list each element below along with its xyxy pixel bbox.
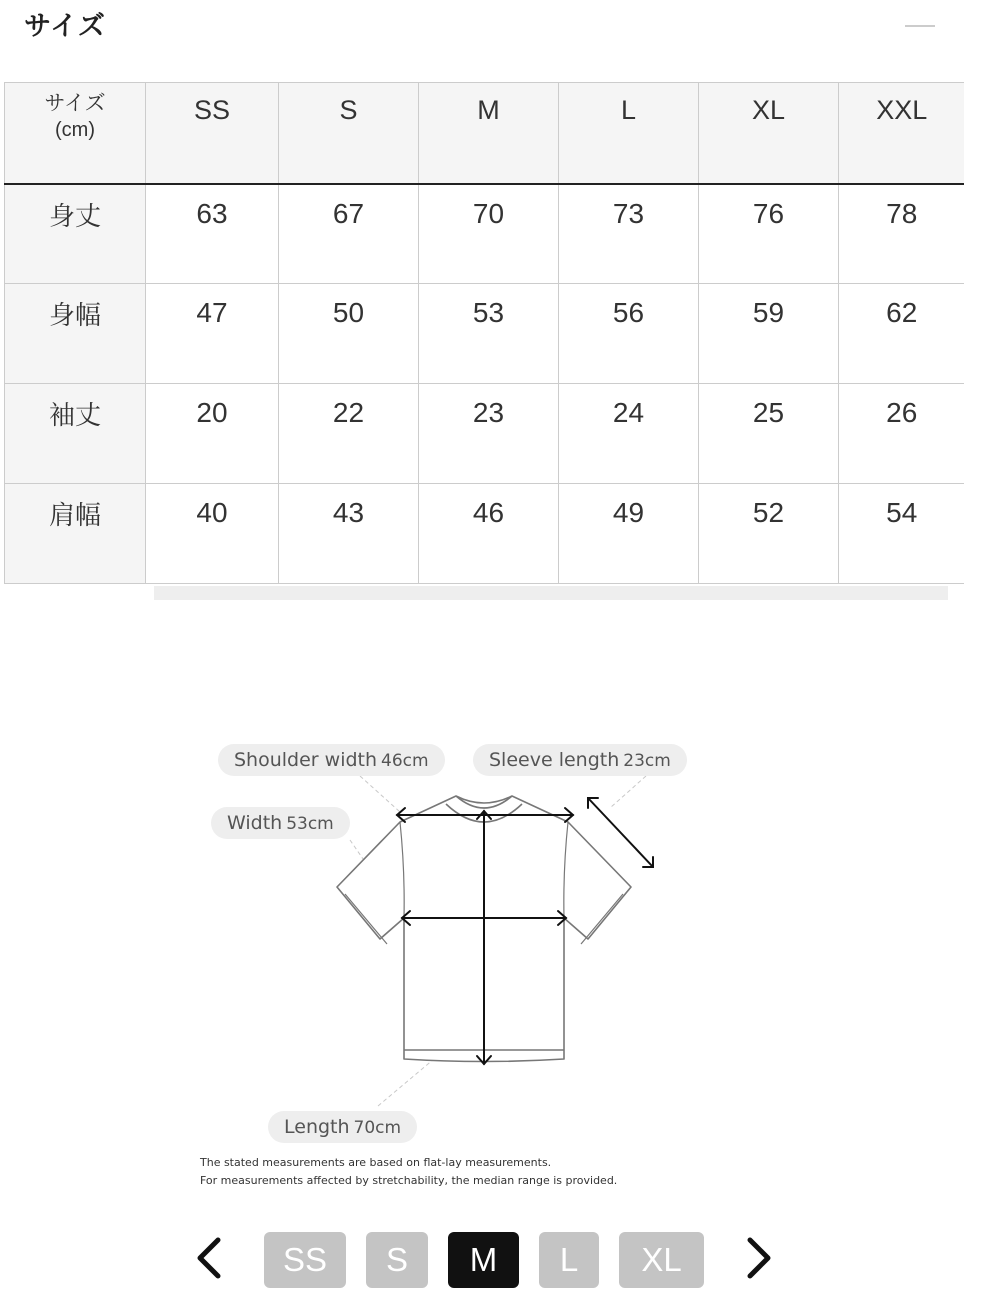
size-button-l[interactable]: L: [539, 1232, 599, 1288]
size-button-ss[interactable]: SS: [264, 1232, 346, 1288]
table-cell: 49: [559, 484, 699, 584]
horizontal-scrollbar[interactable]: [154, 586, 948, 600]
corner-unit: (cm): [55, 119, 95, 141]
tshirt-diagram: [0, 720, 1002, 1200]
table-cell: 53: [419, 284, 559, 384]
table-cell: 73: [559, 184, 699, 284]
table-cell: 76: [699, 184, 839, 284]
chevron-left-icon: [188, 1234, 228, 1282]
size-column-header: SS: [146, 83, 279, 184]
corner-label: サイズ: [44, 92, 106, 115]
collapse-button[interactable]: [896, 14, 942, 38]
row-header: 肩幅: [5, 484, 146, 584]
width-label: [211, 807, 350, 839]
table-cell: 40: [146, 484, 279, 584]
size-selector: [0, 1224, 1002, 1294]
table-cell: 46: [419, 484, 559, 584]
table-cell: 70: [419, 184, 559, 284]
table-cell: 20: [146, 384, 279, 484]
size-column-header: XXL: [839, 83, 965, 184]
table-cell: 22: [279, 384, 419, 484]
shoulder-width-value: 46cm: [381, 751, 429, 771]
table-cell: 47: [146, 284, 279, 384]
table-cell: 54: [839, 484, 965, 584]
row-header: 袖丈: [5, 384, 146, 484]
table-header-row: [5, 83, 965, 184]
next-size-button[interactable]: [740, 1234, 780, 1282]
table-cell: 67: [279, 184, 419, 284]
table-cell: 56: [559, 284, 699, 384]
size-table-scroll-container[interactable]: [4, 82, 964, 584]
table-row: [5, 384, 965, 484]
measurement-diagram: [0, 720, 1002, 1200]
length-text: Length: [284, 1116, 350, 1138]
size-button-m[interactable]: M: [448, 1232, 519, 1288]
length-label: [268, 1111, 417, 1143]
table-cell: 52: [699, 484, 839, 584]
prev-size-button[interactable]: [188, 1234, 228, 1282]
row-header: 身丈: [5, 184, 146, 284]
sleeve-length-value: 23cm: [623, 751, 671, 771]
table-cell: 43: [279, 484, 419, 584]
table-row: [5, 184, 965, 284]
table-cell: 23: [419, 384, 559, 484]
sleeve-length-text: Sleeve length: [489, 749, 620, 771]
size-column-header: XL: [699, 83, 839, 184]
size-column-header: M: [419, 83, 559, 184]
shoulder-width-label: [218, 744, 445, 776]
section-title: サイズ: [24, 11, 106, 42]
width-text: Width: [227, 812, 283, 834]
measurement-note-line-1: The stated measurements are based on flat-lay measurements.: [200, 1156, 552, 1169]
table-row: [5, 484, 965, 584]
table-cell: 24: [559, 384, 699, 484]
size-table: [4, 82, 964, 584]
size-button-xl[interactable]: XL: [619, 1232, 704, 1288]
chevron-right-icon: [740, 1234, 780, 1282]
table-cell: 59: [699, 284, 839, 384]
row-header: 身幅: [5, 284, 146, 384]
size-column-header: S: [279, 83, 419, 184]
shoulder-width-text: Shoulder width: [234, 749, 378, 771]
width-value: 53cm: [286, 814, 334, 834]
length-value: 70cm: [353, 1118, 402, 1138]
table-cell: 50: [279, 284, 419, 384]
table-cell: 63: [146, 184, 279, 284]
table-cell: 62: [839, 284, 965, 384]
size-button-s[interactable]: S: [366, 1232, 428, 1288]
size-column-header: L: [559, 83, 699, 184]
table-cell: 25: [699, 384, 839, 484]
sleeve-length-label: [473, 744, 687, 776]
table-cell: 78: [839, 184, 965, 284]
minus-icon: [905, 25, 935, 27]
table-row: [5, 284, 965, 384]
table-cell: 26: [839, 384, 965, 484]
measurement-note-line-2: For measurements affected by stretchability, the median range is provided.: [200, 1174, 618, 1187]
table-corner-header: [5, 83, 146, 184]
